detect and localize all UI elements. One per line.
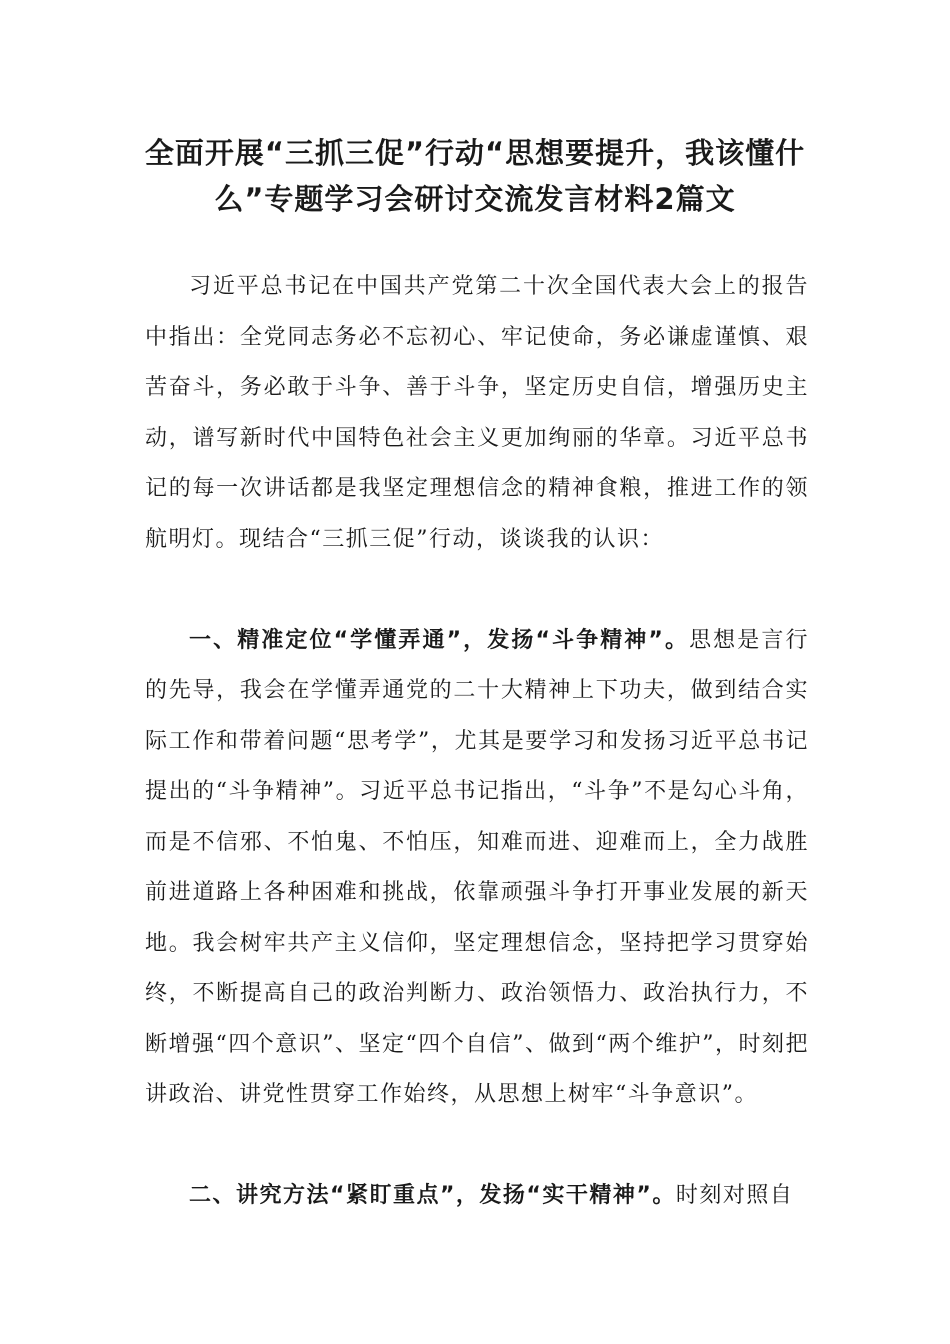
section-heading-2: 二、讲究方法“紧盯重点”，发扬“实干精神”。 (189, 1183, 676, 1208)
intro-paragraph: 习近平总书记在中国共产党第二十次全国代表大会上的报告中指出：全党同志务必不忘初心、牢记使命，务必谦虚谨慎、艰苦奋斗，务必敢于斗争、善于斗争，坚定历史自信，增强历史主动，谱写新时代中国特色社会主义更加绚丽的华章。习近平总书记的每一次讲话都是我坚定理想信念的精神食粮，推进工作的领航明灯。现结合“三抓三促”行动，谈谈我的认识： (145, 274, 809, 552)
paragraph-spacer (145, 1121, 809, 1172)
section-text-2: 时刻对照自 (675, 1183, 794, 1208)
document-title: 全面开展“三抓三促”行动“思想要提升，我该懂什么”专题学习会研讨交流发言材料2篇文 (144, 136, 806, 216)
section-text-1: 思想是言行的先导，我会在学懂弄通党的二十大精神上下功夫，做到结合实际工作和带着问题“思考学”，尤其是要学习和发扬习近平总书记提出的“斗争精神”。习近平总书记指出，“斗争”不是勾心斗角，而是不信邪、不怕鬼、不怕压，知难而进、迎难而上，全力战胜前进道路上各种困难和挑战，依靠顽强斗争打开事业发展的新天地。我会树牢共产主义信仰，坚定理想信念，坚持把学习贯穿始终，不断提高自己的政治判断力、政治领悟力、政治执行力，不断增强“四个意识”、坚定“四个自信”、做到“两个维护”，时刻把讲政治、讲党性贯穿工作始终，从思想上树牢“斗争意识”。 (145, 627, 809, 1107)
section-heading-1: 一、精准定位“学懂弄通”，发扬“斗争精神”。 (189, 627, 690, 653)
section-paragraph-2 (145, 1171, 809, 1222)
paragraph-spacer (145, 565, 809, 616)
document-body (145, 262, 809, 1222)
section-paragraph-1 (145, 616, 809, 1121)
